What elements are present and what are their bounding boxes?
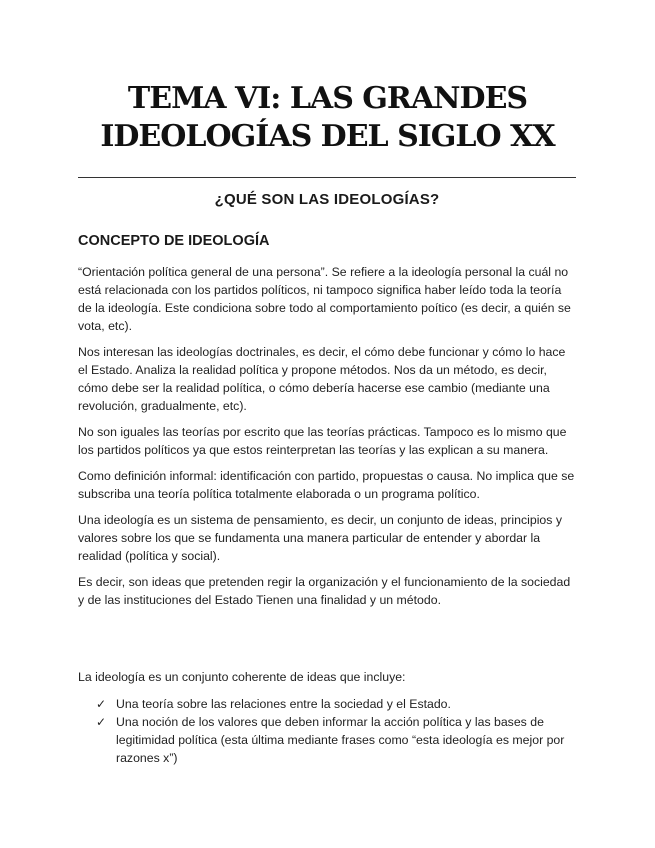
page-title-line-1: TEMA VI: LAS GRANDES <box>127 81 528 116</box>
page-title-line-2: IDEOLOGÍAS DEL SIGLO XX <box>100 119 555 154</box>
paragraph: Como definición informal: identificación con partido, propuestas o causa. No implica que se subscriba una teoría política totalmente elaborada o un programa político. <box>78 469 575 501</box>
list-item-text: Una noción de los valores que deben informar la acción política y las bases de legitimidad política (esta última mediante frases como “esta ideología es mejor por razones x”) <box>116 715 565 765</box>
sub-heading: CONCEPTO DE IDEOLOGÍA <box>78 233 270 249</box>
paragraph: “Orientación política general de una persona”. Se refiere a la ideología personal la cuál no está relacionada con los partidos políticos, ni tampoco significa haber leído toda la teoría de la ideología. Este condiciona sobre todo al comportamiento poítico (es decir, a quién se vota, etc). <box>78 265 571 333</box>
title-divider <box>78 177 576 178</box>
check-list <box>96 695 580 767</box>
body-text <box>78 263 578 617</box>
section-heading: ¿QUÉ SON LAS IDEOLOGÍAS? <box>214 191 440 208</box>
paragraph: Una ideología es un sistema de pensamiento, es decir, un conjunto de ideas, principios y valores sobre los que se fundamenta una manera particular de entender y abordar la realidad (política y social). <box>78 513 562 563</box>
page-title <box>40 80 615 156</box>
check-icon: ✓ <box>96 715 107 729</box>
list-item-text: Una teoría sobre las relaciones entre la sociedad y el Estado. <box>116 697 451 711</box>
list-item <box>96 713 580 767</box>
paragraph: Nos interesan las ideologías doctrinales, es decir, el cómo debe funcionar y cómo lo hace el Estado. Analiza la realidad política y propone métodos. Nos da un método, es decir, cómo debe ser la realidad política, o cómo debería hacerse ese cambio (mediante una revolución, gradualmente, etc). <box>78 345 566 413</box>
check-icon: ✓ <box>96 697 107 711</box>
list-intro: La ideología es un conjunto coherente de ideas que incluye: <box>78 670 406 684</box>
paragraph: Es decir, son ideas que pretenden regir la organización y el funcionamiento de la sociedad y de las instituciones del Estado Tienen una finalidad y un método. <box>78 575 571 607</box>
paragraph: No son iguales las teorías por escrito que las teorías prácticas. Tampoco es lo mismo que los partidos políticos ya que estos reinterpretan las teorías y las explican a su manera. <box>78 425 567 457</box>
list-item <box>96 695 580 713</box>
